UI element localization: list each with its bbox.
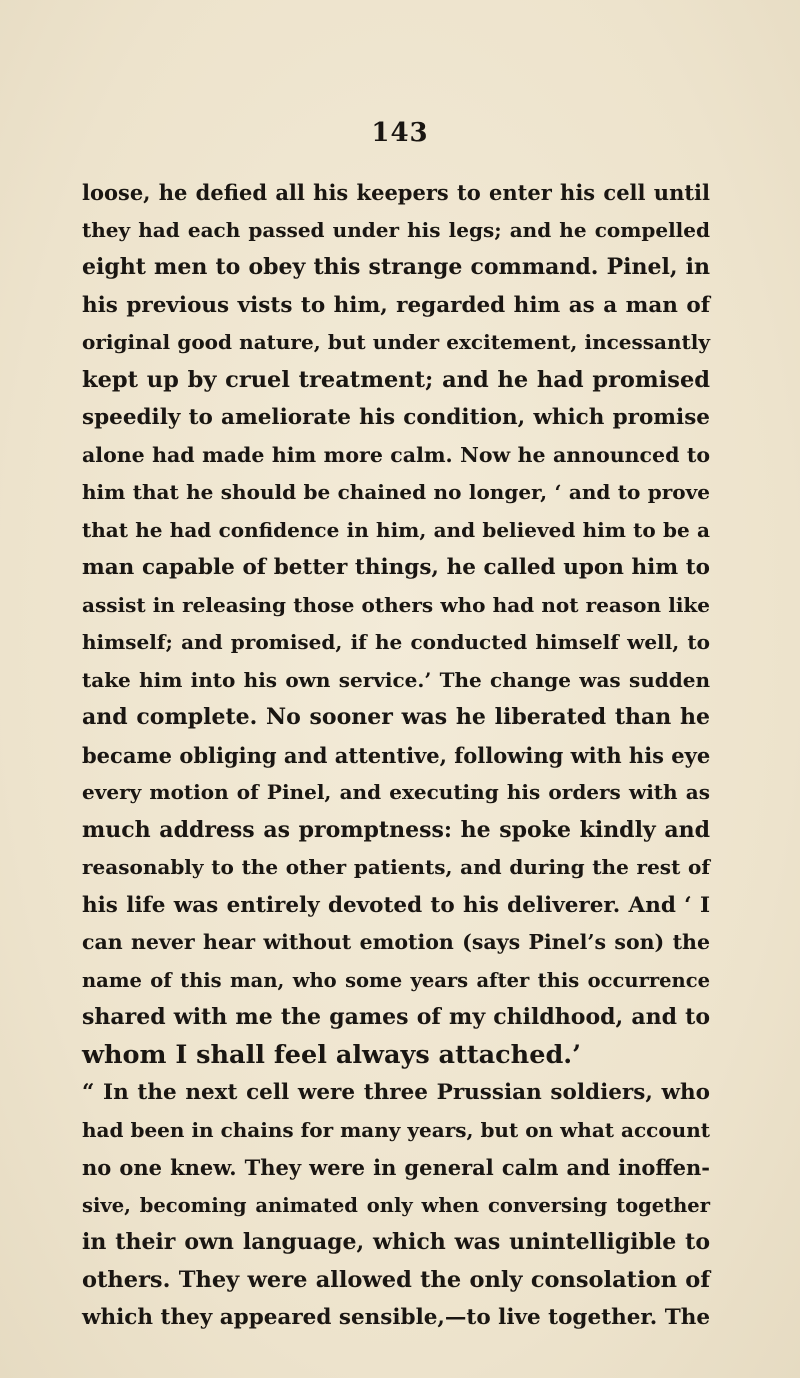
text-line-24: whom I shall feel always attached.’ <box>82 1039 582 1070</box>
body-text <box>82 174 710 1337</box>
text-line-17: every motion of Pinel, and executing his orders with as <box>82 780 710 804</box>
text-line-31: which they appeared sensible,—to live together. The <box>82 1305 711 1330</box>
text-line-3: eight men to obey this strange command. Pinel, in <box>82 254 710 280</box>
text-line-22: name of this man, who some years after this occurrence <box>82 968 710 992</box>
text-line-28: sive, becoming animated only when conversing together <box>82 1193 710 1217</box>
text-line-9: him that he should be chained no longer, ‘ and to prove <box>82 480 710 504</box>
text-line-14: take him into his own service.’ The change was sudden <box>82 667 710 692</box>
text-line-29: in their own language, which was unintelligible to <box>82 1229 710 1255</box>
text-line-6: kept up by cruel treatment; and he had promised <box>82 366 710 393</box>
text-line-12: assist in releasing those others who had not reason like <box>82 592 710 617</box>
text-line-23: shared with me the games of my childhood, and to <box>82 1004 710 1030</box>
text-line-16: became obliging and attentive, following with his eye <box>82 742 711 768</box>
text-line-21: can never hear without emotion (says Pinel’s son) the <box>82 930 710 954</box>
page-number: 143 <box>371 118 429 148</box>
text-line-11: man capable of better things, he called upon him to <box>82 555 710 580</box>
text-line-2: they had each passed under his legs; and he compelled <box>82 217 710 242</box>
text-line-4: his previous vists to him, regarded him as a man of <box>82 292 710 318</box>
text-line-30: others. They were allowed the only consolation of <box>82 1266 710 1293</box>
text-line-13: himself; and promised, if he conducted himself well, to <box>82 630 710 654</box>
text-line-8: alone had made him more calm. Now he announced to <box>82 442 710 467</box>
text-line-10: that he had confidence in him, and believed him to be a <box>82 517 710 542</box>
text-line-19: reasonably to the other patients, and during the rest of <box>82 855 710 879</box>
text-line-27: no one knew. They were in general calm and inoffen- <box>82 1155 710 1180</box>
text-line-1: loose, he defied all his keepers to enter his cell until <box>82 180 710 205</box>
text-line-20: his life was entirely devoted to his deliverer. And ‘ I <box>82 892 710 918</box>
text-line-18: much address as promptness: he spoke kindly and <box>82 816 710 843</box>
text-line-26: had been in chains for many years, but on what account <box>82 1117 710 1142</box>
text-line-7: speedily to ameliorate his condition, which promise <box>82 405 710 430</box>
text-line-15: and complete. No sooner was he liberated than he <box>82 704 710 730</box>
text-line-25: “ In the next cell were three Prussian soldiers, who <box>82 1080 710 1105</box>
text-line-5: original good nature, but under excitement, incessantly <box>82 330 710 354</box>
